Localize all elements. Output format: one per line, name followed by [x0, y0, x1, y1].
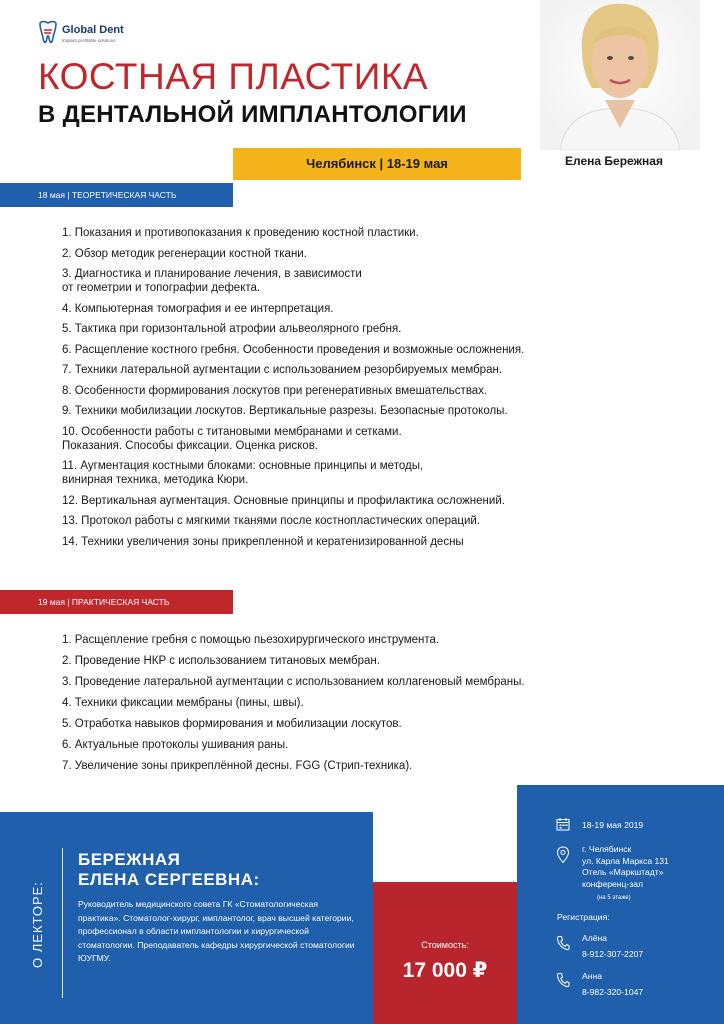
logo-tagline: Implant profitable solutions: [62, 38, 116, 43]
list-item: 2. Проведение НКР с использованием титановых мембран.: [62, 655, 380, 667]
lecturer-name: Елена Бережная: [565, 154, 663, 168]
global-dent-logo-icon: [36, 20, 60, 46]
day2-program-list: [62, 633, 662, 773]
contact-name: Анна: [582, 971, 603, 981]
contact-phone[interactable]: 8-912-307-2207: [582, 949, 644, 959]
list-item: 10. Особенности работы с титановыми мембранами и сетками. Показания. Способы фиксации. Оценка рисков.: [62, 425, 402, 452]
about-lecturer-name: БЕРЕЖНАЯ ЕЛЕНА СЕРГЕЕВНА:: [78, 850, 260, 889]
list-item: 6. Актуальные протоколы ушивания раны.: [62, 739, 289, 751]
about-lecturer-description: Руководитель медицинского совета ГК «Стоматологическая практика». Стоматолог-хирург, имплантолог, врач высшей категории, профессионал в области имплантологии и хирургической стоматологии. Преподаватель кафедры хирургической стоматологии ЮУГМУ.: [78, 899, 355, 963]
day1-program-list: [62, 226, 662, 549]
logo-name: Global Dent: [62, 24, 124, 36]
phone-icon: [556, 972, 570, 988]
list-item: 1. Расщепление гребня с помощью пьезохирургического инструмента.: [62, 634, 440, 646]
list-item: 5. Тактика при горизонтальной атрофии альвеолярного гребня.: [62, 323, 402, 335]
list-item: 6. Расщепление костного гребня. Особенности проведения и возможные осложнения.: [62, 343, 525, 356]
list-item: 12. Вертикальная аугментация. Основные принципы и профилактика осложнений.: [62, 494, 505, 507]
event-address: г. Челябинск ул. Карла Маркса 131 Отель «Маркштадт» конференц-зал: [582, 844, 669, 889]
event-date: 18-19 мая 2019: [582, 820, 644, 830]
list-item: 9. Техники мобилизации лоскутов. Вертикальные разрезы. Безопасные протоколы.: [62, 405, 508, 417]
lecturer-photo: [540, 0, 700, 150]
about-vertical-label: О ЛЕКТОРЕ:: [30, 881, 45, 968]
list-item: 1. Показания и противопоказания к проведению костной пластики.: [62, 227, 419, 239]
price-label: Стоимость:: [421, 940, 469, 950]
floor-note: (на 5 этаже): [597, 895, 631, 901]
phone-icon: [556, 935, 570, 951]
location-pin-icon: [556, 846, 570, 864]
contact-phone[interactable]: 8-982-320-1047: [582, 987, 644, 997]
price-panel: [373, 882, 517, 1024]
list-item: 13. Протокол работы с мягкими тканями после костнопластических операций.: [62, 515, 481, 527]
list-item: 11. Аугментация костными блоками: основные принципы и методы, винирная техника, методика Кюри.: [62, 460, 424, 486]
registration-label: Регистрация:: [557, 912, 610, 922]
city-date-text: Челябинск | 18-19 мая: [306, 156, 448, 171]
list-item: 2. Обзор методик регенерации костной ткани.: [62, 247, 307, 260]
list-item: 8. Особенности формирования лоскутов при регенеративных вмешательствах.: [62, 384, 488, 397]
day1-section-label: 18 мая | ТЕОРЕТИЧЕСКАЯ ЧАСТЬ: [0, 183, 233, 207]
list-item: 7. Увеличение зоны прикреплённой десны. FGG (Стрип-техника).: [62, 760, 413, 772]
list-item: 3. Проведение латеральной аугментации с использованием коллагеновый мембраны.: [62, 676, 525, 688]
page-subtitle: В ДЕНТАЛЬНОЙ ИМПЛАНТОЛОГИИ: [38, 101, 467, 128]
list-item: 7. Техники латеральной аугментации с использованием резорбируемых мембран.: [62, 364, 503, 376]
price-value: 17 000 ₽: [402, 959, 488, 982]
divider: [62, 848, 63, 998]
contact-name: Алёна: [582, 933, 608, 943]
day2-section-label: 19 мая | ПРАКТИЧЕСКАЯ ЧАСТЬ: [0, 590, 233, 614]
list-item: 4. Компьютерная томография и ее интерпретация.: [62, 302, 334, 315]
list-item: 4. Техники фиксации мембраны (пины, швы).: [62, 697, 304, 709]
list-item: 3. Диагностика и планирование лечения, в зависимости от геометрии и топографии дефекта.: [62, 268, 362, 294]
list-item: 5. Отработка навыков формирования и мобилизации лоскутов.: [62, 718, 402, 730]
page-title: КОСТНАЯ ПЛАСТИКА: [38, 56, 429, 97]
calendar-icon: [556, 817, 570, 831]
list-item: 14. Техники увеличения зоны прикрепленной и кератенизированной десны: [62, 535, 464, 548]
